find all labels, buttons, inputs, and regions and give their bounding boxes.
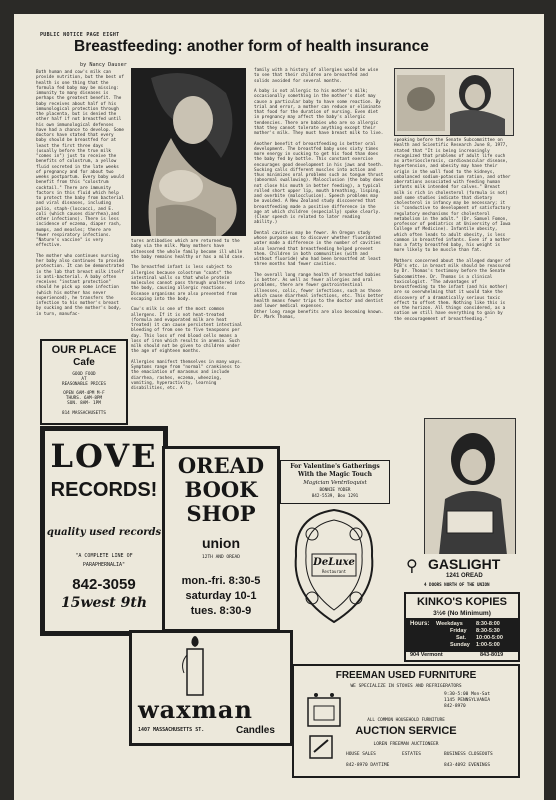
gaslight-sub: 4 DOORS NORTH OF THE UNION bbox=[424, 582, 490, 587]
article-title: Breastfeeding: another form of health insurance bbox=[74, 38, 429, 55]
love-word: LOVE bbox=[50, 437, 158, 475]
mother-baby-illustration bbox=[131, 68, 246, 236]
mother-baby-photo bbox=[131, 68, 246, 236]
lamp-icon: ⚲ bbox=[406, 556, 418, 575]
oread-location: union bbox=[201, 535, 241, 551]
kinkos-hours-box bbox=[406, 618, 518, 652]
kinkos-h4: 1:00-5:00 bbox=[476, 642, 500, 648]
gaslight-name: GASLIGHT bbox=[428, 556, 501, 572]
candle-icon bbox=[132, 633, 290, 703]
love-phone: 842-3059 bbox=[72, 576, 136, 593]
deluxe-sub: Restaurant bbox=[321, 569, 347, 574]
waxman-suffix: Candles bbox=[236, 725, 275, 736]
freeman-line1: WE SPECIALIZE IN STOVES AND REFRIGERATORS bbox=[350, 684, 462, 689]
freeman-auctioneer: LOREN FREEMAN AUCTIONEER bbox=[373, 742, 439, 747]
freeman-cat1: HOUSE SALES bbox=[346, 752, 376, 757]
article-byline: by Nancy Dauser bbox=[80, 62, 127, 68]
article-column-1: Both human and cow's milk can provide nutrition, but the best of health is one thing that the formula fed baby may be missing: immunity to many diseases is perhaps the greatest benefit. The baby receives about half of his immunological protection through the placenta, but is denied the other half if not breastfed until his own immunological defenses have had a chance to develop. Some doctors have stated that every baby should be breastfed for at least the first three days (usually before the true milk "comes in") just to receive the benefits of colostrum, a yellow fluid secreted in the late weeks of pregnancy and for about two weeks postpartum. Every baby would benefit from this "colostrum cocktail." There are immunity factors in this fluid which help to protect the baby from bacterial and viral diseases, including polio, staph-(loccocci, and E. coli (which causes diarrhea),and other infections). There is less incidence of eczema, diaper rash, mumps, and measles; there are fewer respiratory infections. "Nature's vaccine" is very effective. The mother who continues nursing her baby also continues to provide protection. It can be demonstrated in the lab that breast milk itself is anti-bacterial. A baby often receives "instant protection" should he pick up some infection (which his mother has never experienced), he transfers the infection to his mother's breast by sucking and the mother's body, in turn, manufac- bbox=[36, 70, 124, 317]
cafe-hours1: OPEN 6AM-4PM M-F bbox=[63, 391, 105, 396]
kinkos-h3: 10:00-5:00 bbox=[476, 635, 503, 641]
magic-touch-ad bbox=[280, 460, 390, 504]
freeman-service: AUCTION SERVICE bbox=[355, 725, 457, 737]
kinkos-h2: 8:30-5:30 bbox=[476, 628, 500, 634]
cafe-sub: Cafe bbox=[73, 357, 95, 368]
kinkos-h2-day: Friday bbox=[450, 628, 467, 634]
cafe-hours3: SUN. 8AM- 1PM bbox=[67, 401, 101, 406]
oread-name1: OREAD bbox=[177, 453, 265, 478]
freeman-phone-eve: 843-4092 EVENINGS bbox=[444, 763, 491, 768]
auction-gavel-icon bbox=[304, 730, 338, 764]
article-column-2: tures antibodies which are returned to the baby via the milk. Many mothers have witnessed the whole family become ill while the baby remains healthy or has a mild case. The breastfed infant is less subject to allergies because colostrum "coats" the intestinal walls so that whole protein molecules cannot pass through unaltered into the body, causing allergic reactions. Disease organisms are also prevented from escaping into the body. Cow's milk is one of the most common allergens. If it is not heat-treated (formula and evaporated milk are heat treated) it can cause persistent intestinal bleeding of from one to five teaspoons per day. This loss of red blood cells means a loss of iron which results in anemia. Such milk should not be given to children under the age of eighteen months. Allergies manifest themselves in many ways. Symptoms range from "normal" crankiness to the emaciation of marasmus and include diarrhea, rashes, eczema, wheezing, vomiting, hyperactivity, learning disabilities, etc. A bbox=[131, 239, 245, 391]
cafe-line1: GOOD FOOD bbox=[72, 372, 96, 377]
kinkos-h1-day: Weekdays bbox=[436, 621, 463, 627]
magic-line3: Magician Ventriloquist bbox=[303, 480, 367, 486]
kinkos-hours-label: Hours: bbox=[410, 621, 430, 627]
cafe-address: 814 MASSACHUSETTS bbox=[62, 411, 106, 416]
deluxe-name: DeLuxe bbox=[313, 557, 355, 568]
oread-name3: SHOP bbox=[186, 501, 256, 526]
kinkos-h1: 8:30-8:00 bbox=[476, 621, 500, 627]
kinkos-h4-day: Sunday bbox=[450, 642, 470, 648]
love-records-ad bbox=[40, 426, 168, 636]
magic-line2: With the Magic Touch bbox=[297, 471, 373, 478]
oread-hours2: saturday 10-1 bbox=[185, 590, 257, 602]
waxman-name: waxman bbox=[138, 695, 253, 724]
nursing-mother-illustration bbox=[395, 69, 513, 135]
page-header: PUBLIC NOTICE PAGE EIGHT bbox=[40, 32, 120, 38]
kinkos-phone: 843-8019 bbox=[480, 652, 504, 658]
waxman-address: 1407 MASSACHUSETTS ST. bbox=[138, 727, 205, 733]
freeman-name: FREEMAN USED FURNITURE bbox=[335, 670, 477, 681]
gaslight-ad bbox=[402, 554, 517, 594]
nursing-mother-photo bbox=[394, 68, 514, 136]
magic-line1: For Valentine's Gatherings bbox=[290, 463, 380, 470]
freeman-phone1: 842-8970 bbox=[444, 704, 466, 709]
freeman-furniture-ad bbox=[292, 664, 520, 778]
freeman-line2: ALL COMMON HOUSEHOLD FURNITURE bbox=[367, 718, 445, 723]
love-address: 15west 9th bbox=[60, 595, 148, 611]
freeman-addr1: 1145 PENNSYLVANIA bbox=[444, 698, 491, 703]
gaslight-illustration bbox=[425, 419, 515, 555]
cafe-hours2: THURS. 6AM-8PM bbox=[65, 396, 103, 401]
kinkos-price: 3½¢ (No Minimum) bbox=[433, 610, 491, 617]
oread-name2: BOOK bbox=[184, 477, 258, 502]
cafe-name: OUR PLACE bbox=[51, 344, 117, 356]
oread-hours3: tues. 8:30-9 bbox=[190, 605, 252, 617]
newspaper-page bbox=[14, 14, 544, 800]
article-column-4: speaking before the Senate Subcommittee on Health and Scientific Research June 8, 1977, stated that "It is being increasingly recognized that problems of adult life such as arteriosclerosis, cardiovascular disease, hypertension, and obesity may have their origin in the wall food to the kidneys, unbalanced sodium-potassium ration, and other aberrations associated with feeding human infants milk intended for calves." Breast milk is rich in cholesterol (formula is not) and some studies indicate that dietary cholesterol in infancy may be necessary; it is "conductive to development of satisfactory regulatory mechanisms for cholesterol metabolism in the adult." (Dr. Samuel Fomon, professor of pediatrics at University of Iowa College of Medicine). Infantile obesity, which often leads to adult obesity, is less common in breastfed infants. Even if a mother has a fatty breastfed baby, his weight is more likely to be muscle than fat. Mothers concerned about the alleged danger of PCB's etc. in breast milk should be reassured by Dr. Thomas's testimony before the Senate Subcommittee. Dr. Thomas is a clinical toxicologist. "The advantages of breastfeeding to the infant (and his mother) are so overwhelming that it would take the discovery of a dramatically serious toxic effect to offset them. Nothing like this is on the horizon. All things considered, as a nation we still have everything to gain by the encouragement of breastfeeding." bbox=[394, 138, 511, 322]
our-place-cafe-ad bbox=[40, 339, 128, 425]
freeman-hours1: 9:30-5:00 Mon-Sat bbox=[444, 692, 491, 697]
article-column-3: family with a history of allergies would be wise to see that their children are breastfed and solids avoided for several months. A baby is not allergic to his mother's milk; occasionally something in the mother's diet may cause a particular baby to have some reaction. By trial and error, a mother can reduce or eliminate that food for the duration of nursing. Even diet in pregnancy may affect the baby's allergic tendencies. There are babies who are so allergic that they cannot tolerate anything except their mother's milk. They must have breast milk to live. Another benefit of breastfeeding is better oral development. The breastfed baby uses sixty times more energy in sucking to get his food than does the baby fed by bottle. This constant exercise encourages good development in his jaws and teeth. Sucking calls different muscles into action and thus minimizes oral problems such as tongue thrust (abnormal swallowing). Malocclusion (the baby does not close his mouth in better feeding), a typical rolled short upper lip, mouth breathing, lisping, and overbite (malocclusion). Speech problems may be avoided. A New Zealand study discovered that breastfeeding made a positive difference in the age at which children (especially) spoke clearly. (Clear speech is related to later reading ability.) Dental cavities may be fewer. An Oregon study whose purpose was to discover whether fluoridated water made a difference in the number of cavities also learned that breastfeeding helped prevent them. Children in both communities (with and without fluoride) who had been breastfed at least three months had fewer cavities. The overall long range health of breastfed babies is better. As well as fewer allergies and oral problems, there are fewer gastrointestinal illnesses, colic, fewer infections, such as those which cause diarrheal infections, etc. This better health means fewer trips to the doctor and dentist and lower medical expenses. Other long range benefits are also becoming known. Dr. Mark Thomas, bbox=[254, 68, 384, 320]
cafe-line3: REASONABLE PRICES bbox=[62, 382, 106, 387]
gaslight-photo bbox=[424, 418, 516, 556]
deluxe-ad bbox=[284, 506, 384, 626]
records-word: RECORDS! bbox=[50, 479, 158, 501]
kinkos-h3-day: Sat. bbox=[456, 635, 467, 641]
freeman-cat3: BUSINESS CLOSEOUTS bbox=[444, 752, 493, 757]
oread-book-shop-ad bbox=[162, 446, 280, 632]
love-tagline: quality used records bbox=[46, 527, 162, 538]
oread-hours1: mon.-fri. 8:30-5 bbox=[181, 575, 261, 587]
love-slogan: "A COMPLETE LINE OF bbox=[75, 553, 133, 559]
magic-phone: 842-5539, Box 1291 bbox=[311, 494, 359, 499]
freeman-cat2: ESTATES bbox=[402, 752, 421, 757]
love-slogan2: PARAPHERNALIA" bbox=[82, 562, 126, 568]
kinkos-name: KINKO'S KOPIES bbox=[416, 596, 508, 608]
kinkos-ad bbox=[404, 592, 520, 662]
kinkos-street: 904 Vermont bbox=[410, 652, 443, 658]
gaslight-address: 1241 OREAD bbox=[446, 573, 483, 579]
waxman-candles-ad bbox=[129, 630, 293, 746]
oread-address: 12TH AND OREAD bbox=[202, 555, 240, 560]
freeman-phone-day: 842-8970 DAYTIME bbox=[346, 763, 390, 768]
cafe-line2: AT bbox=[81, 377, 87, 382]
magic-line4: BONNIE YODER bbox=[319, 488, 351, 493]
